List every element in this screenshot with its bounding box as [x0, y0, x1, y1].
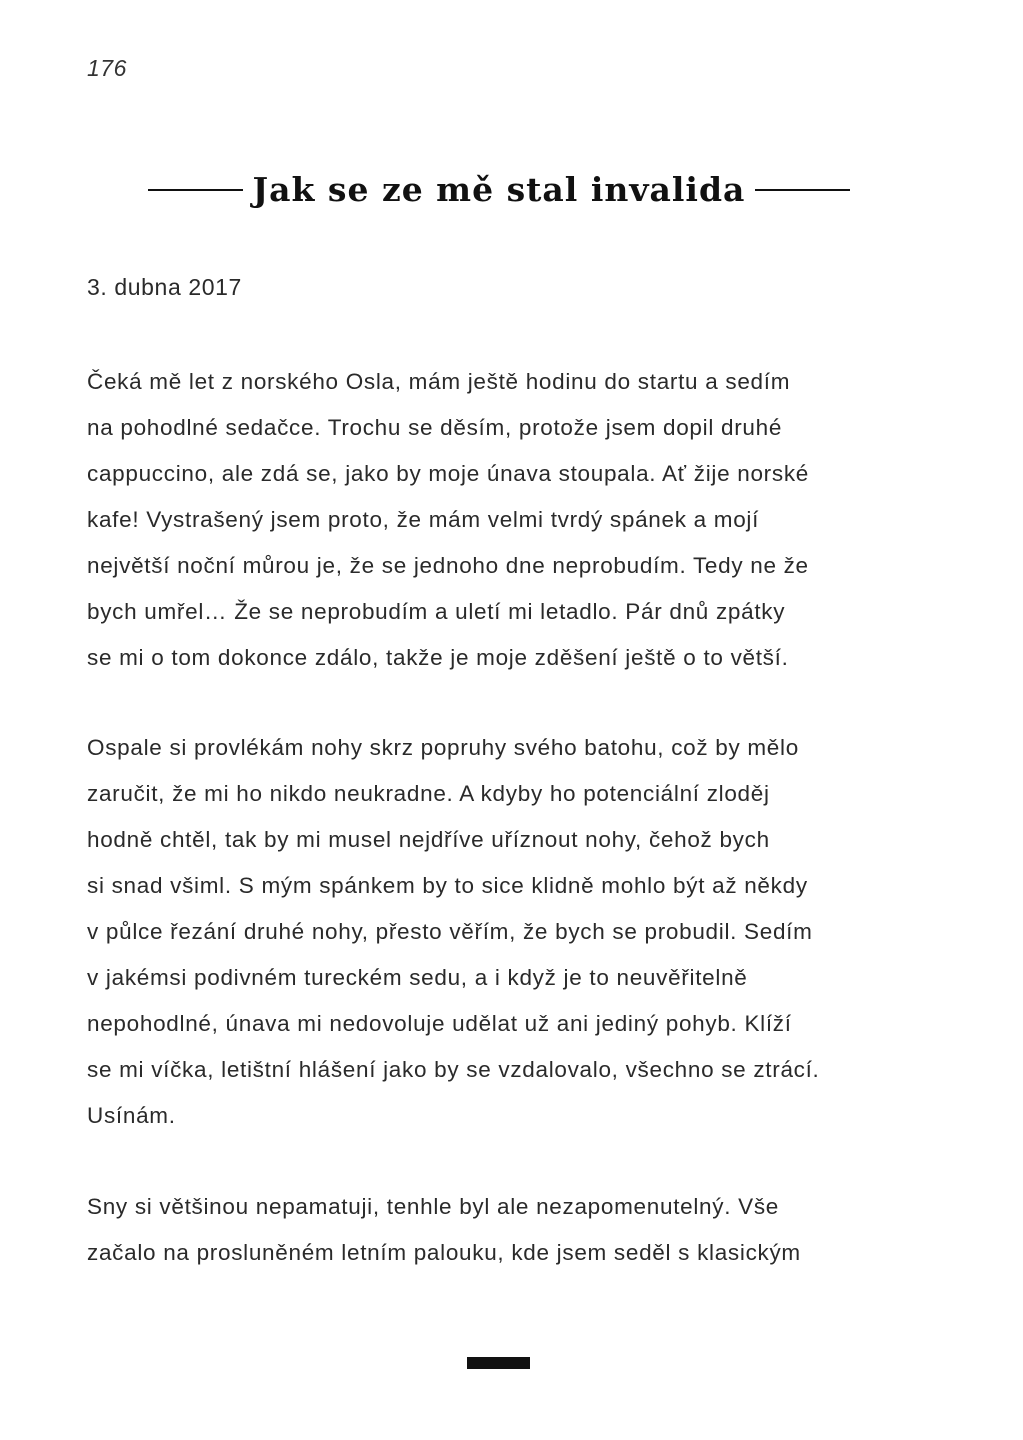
- text-line: zaručit, že mi ho nikdo neukradne. A kdyby ho potenciální zloděj: [87, 781, 770, 806]
- text-line: na pohodlné sedačce. Trochu se děsím, protože jsem dopil druhé: [87, 415, 783, 440]
- text-line: začalo na prosluněném letním palouku, kde jsem seděl s klasickým: [87, 1240, 801, 1265]
- text-line: největší noční můrou je, že se jednoho dne neprobudím. Tedy ne že: [87, 553, 809, 578]
- paragraph-3: [87, 1184, 917, 1276]
- heading-rule-left: [148, 189, 243, 191]
- page-footer-bar: [467, 1357, 530, 1369]
- chapter-heading: [148, 170, 850, 209]
- text-line: kafe! Vystrašený jsem proto, že mám velmi tvrdý spánek a mojí: [87, 507, 760, 532]
- text-line: cappuccino, ale zdá se, jako by moje únava stoupala. Ať žije norské: [87, 461, 809, 486]
- text-line: nepohodlné, únava mi nedovoluje udělat už ani jediný pohyb. Klíží: [87, 1011, 792, 1036]
- page-number: 176: [87, 55, 127, 81]
- text-line: v půlce řezání druhé nohy, přesto věřím, že bych se probudil. Sedím: [87, 919, 813, 944]
- paragraph-2: [87, 725, 917, 1139]
- text-line: Usínám.: [87, 1103, 176, 1128]
- text-line: Čeká mě let z norského Osla, mám ještě hodinu do startu a sedím: [87, 369, 791, 394]
- chapter-title: Jak se ze mě stal invalida: [252, 170, 746, 209]
- text-line: Ospale si provlékám nohy skrz popruhy svého batohu, což by mělo: [87, 735, 799, 760]
- text-line: hodně chtěl, tak by mi musel nejdříve uříznout nohy, čehož bych: [87, 827, 770, 852]
- text-line: se mi o tom dokonce zdálo, takže je moje zděšení ještě o to větší.: [87, 645, 789, 670]
- paragraph-1: [87, 359, 917, 681]
- heading-rule-right: [755, 189, 850, 191]
- entry-date: 3. dubna 2017: [87, 274, 242, 300]
- text-line: Sny si většinou nepamatuji, tenhle byl ale nezapomenutelný. Vše: [87, 1194, 779, 1219]
- text-line: se mi víčka, letištní hlášení jako by se vzdalovalo, všechno se ztrácí.: [87, 1057, 820, 1082]
- text-line: si snad všiml. S mým spánkem by to sice klidně mohlo být až někdy: [87, 873, 808, 898]
- text-line: v jakémsi podivném tureckém sedu, a i když je to neuvěřitelně: [87, 965, 748, 990]
- text-line: bych umřel… Že se neprobudím a uletí mi letadlo. Pár dnů zpátky: [87, 599, 786, 624]
